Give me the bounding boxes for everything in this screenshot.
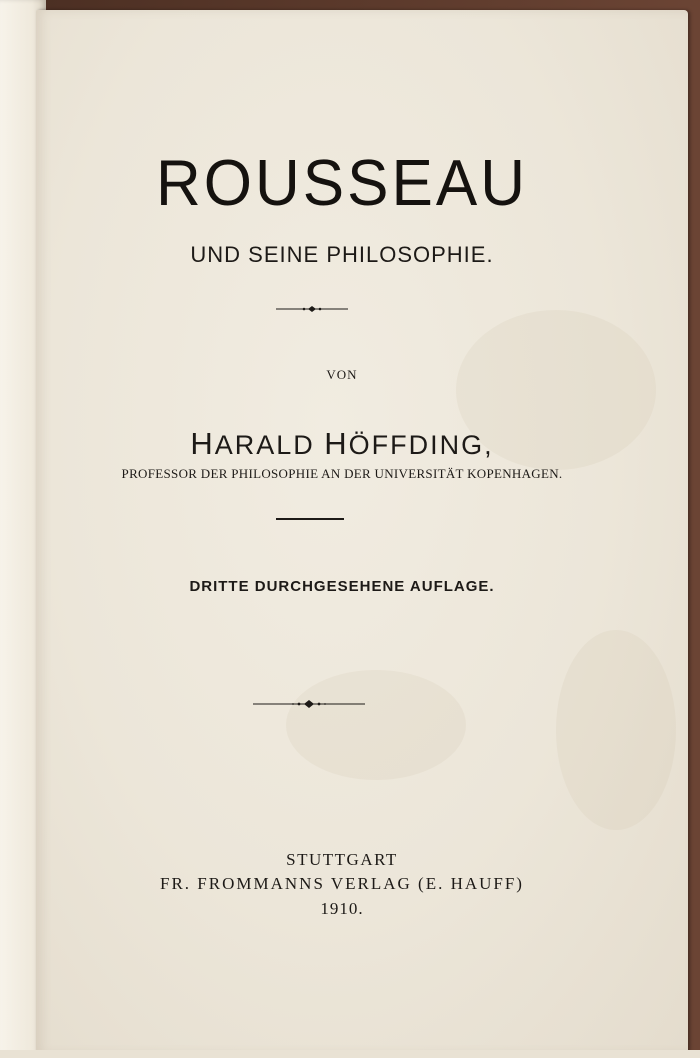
- imprint-year: 1910.: [320, 899, 364, 918]
- imprint-city: STUTTGART: [286, 850, 398, 869]
- edition-statement: DRITTE DURCHGESEHENE AUFLAGE.: [189, 578, 495, 595]
- author-initial: H: [324, 426, 349, 461]
- by-line: VON: [326, 367, 358, 382]
- author-affiliation: PROFESSOR DER PHILOSOPHIE AN DER UNIVERSITÄT KOPENHAGEN.: [121, 466, 563, 481]
- book-title: ROUSSEAU: [156, 147, 528, 220]
- large-ornament-icon: [253, 699, 365, 709]
- imprint-publisher: FR. FROMMANNS VERLAG (E. HAUFF): [160, 874, 524, 893]
- author-name: [16, 426, 668, 462]
- paper-stain: [286, 670, 466, 780]
- cover-edge: [0, 1050, 700, 1058]
- small-ornament-icon: [276, 305, 348, 313]
- author-first-name: ARALD: [214, 430, 325, 460]
- divider-rule: [276, 518, 344, 520]
- author-initial: H: [190, 426, 215, 461]
- paper-stain: [556, 630, 676, 830]
- book-subtitle: UND SEINE PHILOSOPHIE.: [190, 242, 494, 267]
- author-last-name: ÖFFDING,: [348, 430, 494, 460]
- title-page: [36, 10, 688, 1054]
